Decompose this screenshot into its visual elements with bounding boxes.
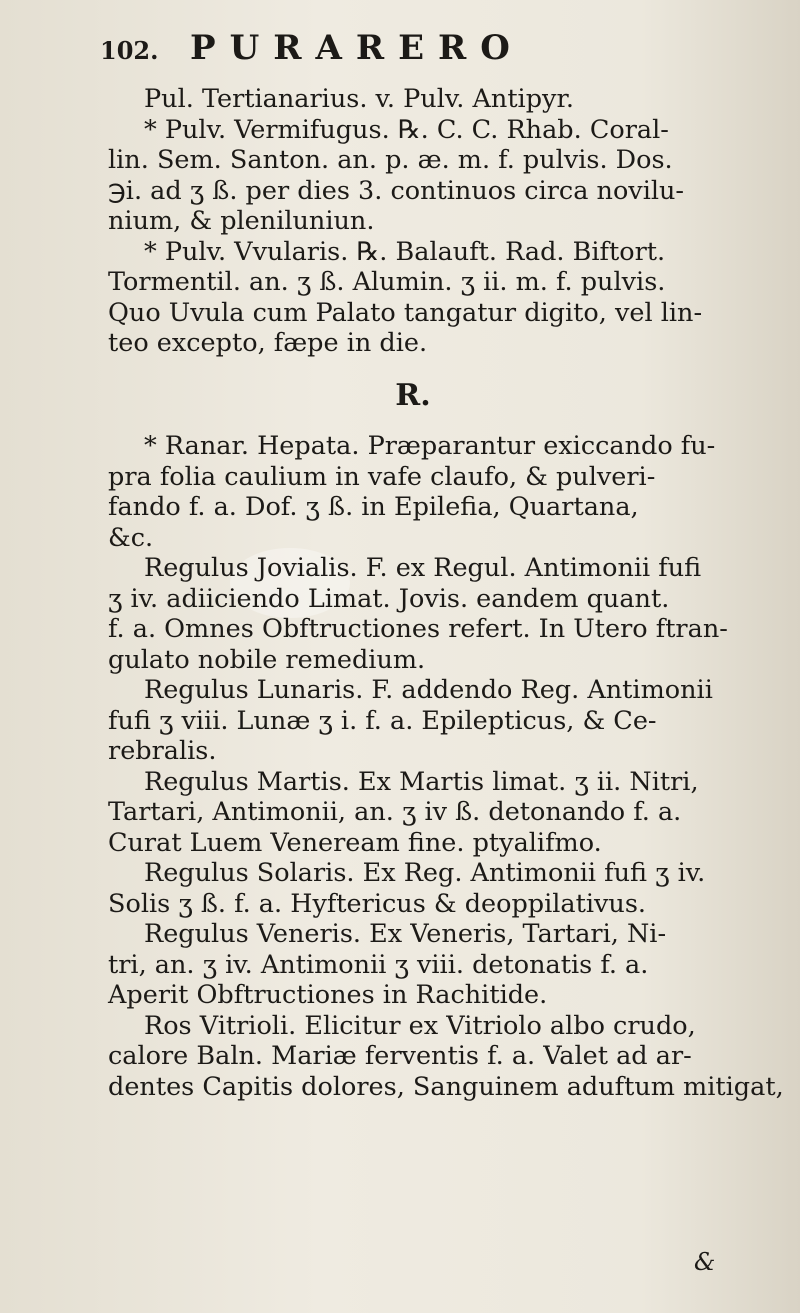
text-line: Regulus Veneris. Ex Veneris, Tartari, Ni- — [144, 919, 667, 949]
text-line: f. a. Omnes Obftructiones refert. In Utero ftran- — [108, 614, 728, 644]
running-title: PURARERO — [190, 28, 524, 68]
text-line: fando f. a. Dof. ʒ ß. in Epilefia, Quartana, — [108, 492, 639, 522]
paragraph — [108, 858, 748, 919]
text-line: Pul. Tertianarius. v. Pulv. Antipyr. — [144, 84, 574, 114]
text-line: Aperit Obftructiones in Rachitide. — [108, 980, 548, 1010]
text-line: lin. Sem. Santon. an. p. æ. m. f. pulvis. Dos. — [108, 145, 673, 175]
paragraph — [108, 84, 748, 115]
page-number: 102. — [100, 36, 159, 65]
text-line: teo excepto, fæpe in die. — [108, 328, 428, 358]
text-line: Regulus Lunaris. F. addendo Reg. Antimonii — [144, 675, 713, 705]
paragraph — [108, 115, 748, 237]
text-line: rebralis. — [108, 736, 217, 766]
text-line: Curat Luem Veneream fine. ptyalifmo. — [108, 827, 602, 858]
paragraph — [108, 431, 748, 553]
text-line: pra folia caulium in vafe claufo, & pulveri- — [108, 461, 656, 492]
text-body — [108, 84, 784, 1102]
text-line: Tartari, Antimonii, an. ʒ iv ß. detonando f. a. — [108, 797, 682, 827]
text-line: Ros Vitrioli. Elicitur ex Vitriolo albo crudo, — [144, 1010, 696, 1041]
page-header — [100, 28, 660, 68]
paragraph — [108, 767, 748, 859]
text-line: ʒ iv. adiiciendo Limat. Jovis. eandem quant. — [108, 583, 670, 614]
paragraph — [108, 675, 748, 767]
text-line: Regulus Martis. Ex Martis limat. ʒ ii. Nitri, — [144, 766, 699, 797]
text-line: nium, & pleniluniun. — [108, 206, 375, 236]
paragraph — [108, 919, 748, 1011]
text-line: fufi ʒ viii. Lunæ ʒ i. f. a. Epilepticus, & Ce- — [108, 705, 657, 736]
text-line: Solis ʒ ß. f. a. Hyftericus & deoppilativus. — [108, 888, 647, 919]
text-line: &c. — [108, 522, 154, 553]
text-line: calore Baln. Mariæ ferventis f. a. Valet ad ar- — [108, 1041, 692, 1071]
text-line: ℈i. ad ʒ ß. per dies 3. continuos circa novilu- — [108, 175, 685, 206]
paragraph — [108, 1010, 784, 1103]
text-line: * Pulv. Vermifugus. ℞. C. C. Rhab. Coral- — [144, 114, 669, 145]
text-line: dentes Capitis dolores, Sanguinem aduftum mitigat, — [108, 1071, 784, 1102]
catchword: & — [694, 1248, 716, 1276]
paragraph — [108, 553, 748, 675]
paragraph — [108, 237, 748, 359]
text-line: Quo Uvula cum Palato tangatur digito, vel lin- — [108, 297, 703, 328]
text-line: Tormentil. an. ʒ ß. Alumin. ʒ ii. m. f. pulvis. — [108, 267, 666, 297]
text-line: gulato nobile remedium. — [108, 644, 426, 675]
text-line: tri, an. ʒ iv. Antimonii ʒ viii. detonatis f. a. — [108, 949, 649, 980]
section-letter: R. — [395, 377, 431, 413]
text-line: Regulus Solaris. Ex Reg. Antimonii fufi ʒ iv. — [144, 858, 706, 888]
text-line: Regulus Jovialis. F. ex Regul. Antimonii fufi — [144, 553, 702, 583]
text-line: * Ranar. Hepata. Præparantur exiccando fu- — [144, 431, 716, 461]
text-line: * Pulv. Vvularis. ℞. Balauft. Rad. Biftort. — [144, 236, 666, 267]
